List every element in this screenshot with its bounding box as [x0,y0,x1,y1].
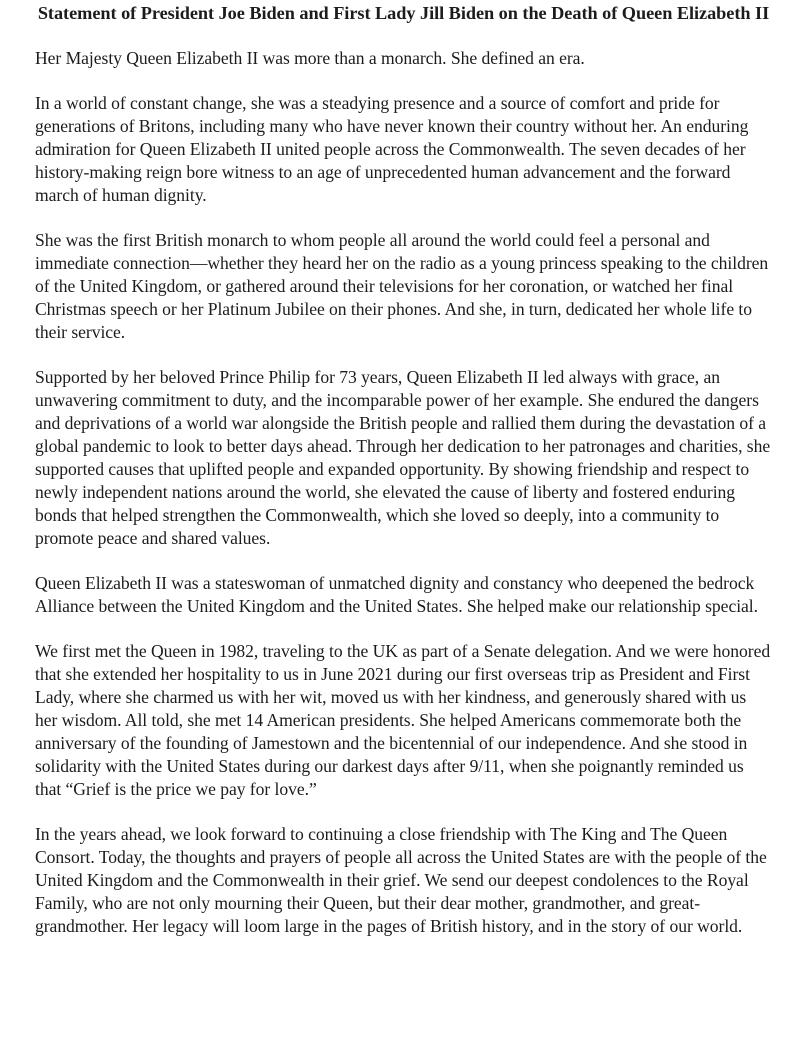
statement-title: Statement of President Joe Biden and First Lady Jill Biden on the Death of Queen Elizabeth II [37,3,770,23]
paragraph-1: Her Majesty Queen Elizabeth II was more than a monarch. She defined an era. [35,48,585,68]
paragraph-6: We first met the Queen in 1982, traveling to the UK as part of a Senate delegation. And we were honored that she extended her hospitality to us in June 2021 during our first overseas trip as President and First Lady, where she charmed us with her wit, moved us with her kindness, and generously shared with us her wisdom. All told, she met 14 American presidents. She helped Americans commemorate both the anniversary of the founding of Jamestown and the bicentennial of our independence. And she stood in solidarity with the United States during our darkest days after 9/11, when she poignantly reminded us that “Grief is the price we pay for love.” [35,641,771,799]
paragraph-3: She was the first British monarch to whom people all around the world could feel a personal and immediate connection—whether they heard her on the radio as a young princess speaking to the children of the United Kingdom, or gathered around their televisions for her coronation, or watched her final Christmas speech or her Platinum Jubilee on their phones. And she, in turn, dedicated her whole life to their service. [35,230,769,342]
paragraph-7: In the years ahead, we look forward to continuing a close friendship with The King and The Queen Consort. Today, the thoughts and prayers of people all across the United States are with the people of the United Kingdom and the Commonwealth in their grief. We send our deepest condolences to the Royal Family, who are not only mourning their Queen, but their dear mother, grandmother, and great-grandmother. Her legacy will loom large in the pages of British history, and in the story of our world. [35,824,767,936]
paragraph-2: In a world of constant change, she was a steadying presence and a source of comfort and pride for generations of Britons, including many who have never known their country without her. An enduring admiration for Queen Elizabeth II united people across the Commonwealth. The seven decades of her history-making reign bore witness to an age of unprecedented human advancement and the forward march of human dignity. [35,93,749,205]
paragraph-5: Queen Elizabeth II was a stateswoman of unmatched dignity and constancy who deepened the bedrock Alliance between the United Kingdom and the United States. She helped make our relationship special. [35,573,758,616]
paragraph-4: Supported by her beloved Prince Philip for 73 years, Queen Elizabeth II led always with grace, an unwavering commitment to duty, and the incomparable power of her example. She endured the dangers and deprivations of a world war alongside the British people and rallied them during the devastation of a global pandemic to look to better days ahead. Through her dedication to her patronages and charities, she supported causes that uplifted people and expanded opportunity. By showing friendship and respect to newly independent nations around the world, she elevated the cause of liberty and fostered enduring bonds that helped strengthen the Commonwealth, which she loved so deeply, into a community to promote peace and shared values. [35,367,771,548]
